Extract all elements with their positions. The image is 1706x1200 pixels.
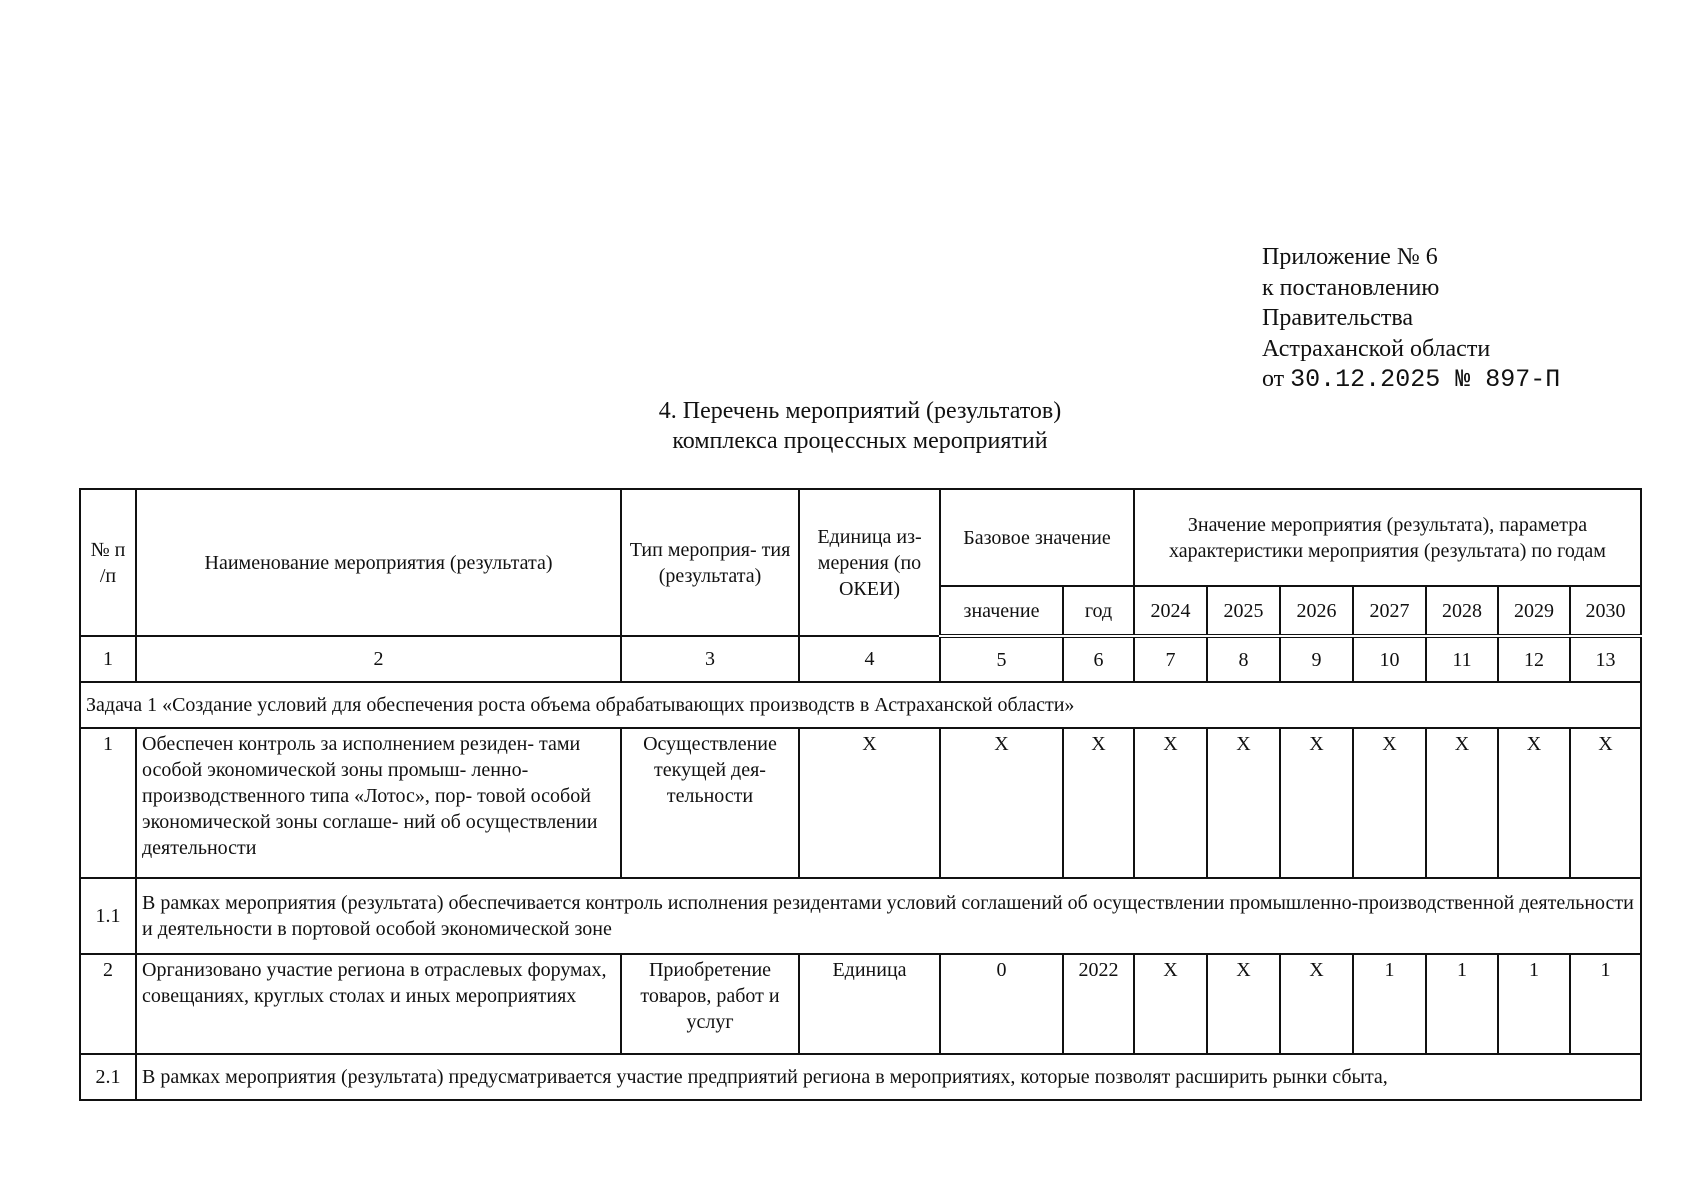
- row-base-value: 0: [940, 954, 1063, 1054]
- row-year-value: 1: [1353, 954, 1426, 1054]
- row-year-value: 1: [1570, 954, 1641, 1054]
- appendix-date-prefix: от: [1262, 366, 1285, 392]
- row-type: Приобретение товаров, работ и услуг: [621, 954, 799, 1054]
- row-name: Обеспечен контроль за исполнением резиден- тами особой экономической зоны промыш- ленно-производственного типа «Лотос», пор- товой особой экономической зоны соглаше- ний об осуществлении деятельности: [136, 728, 621, 878]
- description-num: 1.1: [80, 878, 136, 954]
- appendix-line-4: Астраханской области: [1262, 335, 1491, 362]
- row-unit: X: [799, 728, 940, 878]
- row-year-value: X: [1207, 728, 1280, 878]
- row-name: Организовано участие региона в отраслевых форумах, совещаниях, круглых столах и иных мероприятиях: [136, 954, 621, 1054]
- appendix-line-1: Приложение № 6: [1262, 244, 1438, 270]
- row-year-value: X: [1498, 728, 1570, 878]
- row-num: 1: [80, 728, 136, 878]
- task-heading: Задача 1 «Создание условий для обеспечения роста объема обрабатывающих производств в Астраханской области»: [80, 682, 1641, 728]
- col-number: 11: [1426, 636, 1498, 682]
- title-line-2: комплекса процессных мероприятий: [672, 428, 1048, 454]
- row-year-value: 1: [1426, 954, 1498, 1054]
- row-year-value: 1: [1498, 954, 1570, 1054]
- col-number: 9: [1280, 636, 1353, 682]
- row-base-year: X: [1063, 728, 1134, 878]
- row-unit: Единица: [799, 954, 940, 1054]
- header-year: 2028: [1426, 586, 1498, 636]
- header-year: 2029: [1498, 586, 1570, 636]
- description-row: [80, 1054, 1641, 1100]
- description-text: В рамках мероприятия (результата) предусматривается участие предприятий региона в мероприятиях, которые позволят расширить рынки сбыта,: [136, 1054, 1641, 1100]
- row-year-value: X: [1134, 728, 1207, 878]
- row-year-value: X: [1134, 954, 1207, 1054]
- header-year: 2030: [1570, 586, 1641, 636]
- row-year-value: X: [1353, 728, 1426, 878]
- appendix-line-5: [1262, 364, 1560, 396]
- header-unit: Единица из- мерения (по ОКЕИ): [799, 489, 940, 636]
- col-number: 12: [1498, 636, 1570, 682]
- row-year-value: X: [1280, 954, 1353, 1054]
- appendix-line-3: Правительства: [1262, 305, 1414, 331]
- appendix-line-2: к постановлению: [1262, 274, 1440, 301]
- description-row: [80, 878, 1641, 954]
- row-year-value: X: [1426, 728, 1498, 878]
- col-number: 8: [1207, 636, 1280, 682]
- header-base: Базовое значение: [940, 489, 1134, 586]
- task-row: [80, 682, 1641, 728]
- header-values: Значение мероприятия (результата), параметра характеристики мероприятия (результата) по годам: [1134, 489, 1641, 586]
- row-year-value: X: [1570, 728, 1641, 878]
- col-number: 5: [940, 636, 1063, 682]
- title-line-1: 4. Перечень мероприятий (результатов): [658, 398, 1062, 424]
- row-base-year: 2022: [1063, 954, 1134, 1054]
- row-num: 2: [80, 954, 136, 1054]
- row-type: Осуществление текущей дея- тельности: [621, 728, 799, 878]
- col-number: 3: [621, 636, 799, 682]
- col-number: 6: [1063, 636, 1134, 682]
- header-base-value: значение: [940, 586, 1063, 636]
- appendix-block: [1262, 242, 1560, 396]
- table-row: [80, 954, 1641, 1054]
- table-row: [80, 728, 1641, 878]
- header-year: 2027: [1353, 586, 1426, 636]
- col-number: 13: [1570, 636, 1641, 682]
- header-year: 2026: [1280, 586, 1353, 636]
- col-number: 2: [136, 636, 621, 682]
- header-year: 2025: [1207, 586, 1280, 636]
- header-num: № п /п: [80, 489, 136, 636]
- row-base-value: X: [940, 728, 1063, 878]
- column-number-row: [80, 636, 1641, 682]
- row-year-value: X: [1207, 954, 1280, 1054]
- document-title: [0, 396, 1160, 456]
- description-num: 2.1: [80, 1054, 136, 1100]
- col-number: 10: [1353, 636, 1426, 682]
- header-row-1: [80, 489, 1641, 586]
- header-name: Наименование мероприятия (результата): [136, 489, 621, 636]
- col-number: 1: [80, 636, 136, 682]
- col-number: 7: [1134, 636, 1207, 682]
- row-year-value: X: [1280, 728, 1353, 878]
- header-type: Тип мероприя- тия (результата): [621, 489, 799, 636]
- description-text: В рамках мероприятия (результата) обеспечивается контроль исполнения резидентами условий соглашений об осуществлении промышленно-производственной деятельности и деятельности в портовой особой экономической зоне: [136, 878, 1641, 954]
- events-table: [79, 488, 1642, 1101]
- header-year: 2024: [1134, 586, 1207, 636]
- col-number: 4: [799, 636, 940, 682]
- header-base-year: год: [1063, 586, 1134, 636]
- appendix-date-number: 30.12.2025 № 897-П: [1290, 365, 1561, 394]
